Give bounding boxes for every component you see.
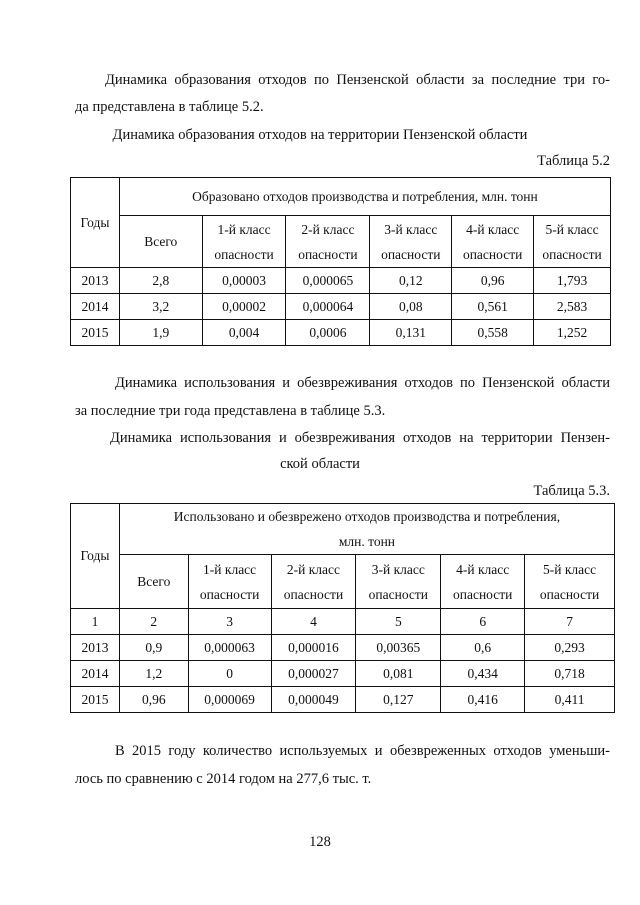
table-2-class-4-header: 4-й класс опасности [441, 555, 525, 609]
table-cell: 5 [356, 609, 441, 635]
table-cell: 0,000027 [271, 661, 356, 687]
table-cell: 0,558 [452, 320, 534, 346]
table-2-label: Таблица 5.3. [533, 483, 610, 499]
table-1 [70, 177, 611, 346]
table-cell: 0,6 [441, 635, 525, 661]
table-cell: 3,2 [119, 294, 202, 320]
table-cell: 2,8 [119, 268, 202, 294]
table-1-class-2-header: 2-й класс опасности [286, 216, 370, 268]
table-cell: 0,293 [525, 635, 615, 661]
table-cell: 0,000064 [286, 294, 370, 320]
table-cell: 0,12 [370, 268, 452, 294]
table-row [71, 687, 615, 713]
table-cell: 0,08 [370, 294, 452, 320]
table-cell: 3 [188, 609, 271, 635]
table-2-class-2-header: 2-й класс опасности [271, 555, 356, 609]
table-cell: 7 [525, 609, 615, 635]
table-1-class-1-header: 1-й класс опасности [202, 216, 286, 268]
table-cell: 0,000016 [271, 635, 356, 661]
table-1-total-header: Всего [119, 216, 202, 268]
table-cell: 1,2 [119, 661, 188, 687]
table-1-years-header: Годы [71, 178, 120, 268]
table-cell: 0,96 [119, 687, 188, 713]
page-number: 128 [309, 834, 331, 850]
table-row [71, 635, 615, 661]
table-cell: 2015 [71, 687, 120, 713]
table-2-class-1-header: 1-й класс опасности [188, 555, 271, 609]
table-2-class-5-header: 5-й класс опасности [525, 555, 615, 609]
table-cell: 0,00003 [202, 268, 286, 294]
table-cell: 2 [119, 609, 188, 635]
paragraph-1-line-2: да представлена в таблице 5.2. [75, 99, 264, 115]
table-cell: 0,96 [452, 268, 534, 294]
table-cell: 0,004 [202, 320, 286, 346]
table-cell: 0,000065 [286, 268, 370, 294]
table-cell: 2,583 [534, 294, 611, 320]
table-cell: 0,9 [119, 635, 188, 661]
table-cell: 2013 [71, 635, 120, 661]
table-2-years-header: Годы [71, 504, 120, 609]
table-cell: 2013 [71, 268, 120, 294]
table-2-total-header: Всего [119, 555, 188, 609]
table-row [71, 294, 611, 320]
table-cell: 2014 [71, 661, 120, 687]
table-cell: 0,127 [356, 687, 441, 713]
paragraph-1-line-1: Динамика образования отходов по Пензенской области за последние три го- [105, 72, 610, 88]
table-1-group-header: Образовано отходов производства и потребления, млн. тонн [119, 178, 610, 216]
table-cell: 0,434 [441, 661, 525, 687]
table-2-class-3-header: 3-й класс опасности [356, 555, 441, 609]
table-cell: 0,081 [356, 661, 441, 687]
table-cell: 0,718 [525, 661, 615, 687]
table-cell: 0,000049 [271, 687, 356, 713]
paragraph-2-line-1: Динамика использования и обезвреживания отходов по Пензенской области [115, 375, 610, 391]
table-2 [70, 503, 615, 713]
table-cell: 0,00002 [202, 294, 286, 320]
table-cell: 0,131 [370, 320, 452, 346]
table-2-group-header: Использовано и обезврежено отходов производства и потребления, млн. тонн [119, 504, 614, 555]
table-row [71, 320, 611, 346]
table-row [71, 661, 615, 687]
table-1-label: Таблица 5.2 [537, 153, 610, 169]
table-cell: 2015 [71, 320, 120, 346]
paragraph-2-line-2: за последние три года представлена в таблице 5.3. [75, 403, 386, 419]
table-number-row [71, 609, 615, 635]
paragraph-3-line-2: лось по сравнению с 2014 годом на 277,6 тыс. т. [75, 771, 372, 787]
table-cell: 0,000069 [188, 687, 271, 713]
table-cell: 0,416 [441, 687, 525, 713]
table-cell: 0,411 [525, 687, 615, 713]
table-2-title-line-2: ской области [280, 456, 360, 472]
table-cell: 0,000063 [188, 635, 271, 661]
table-cell: 0,561 [452, 294, 534, 320]
table-cell: 1,793 [534, 268, 611, 294]
table-cell: 1 [71, 609, 120, 635]
table-cell: 1,9 [119, 320, 202, 346]
table-1-title: Динамика образования отходов на территории Пензенской области [112, 127, 528, 143]
table-1-class-3-header: 3-й класс опасности [370, 216, 452, 268]
table-1-class-5-header: 5-й класс опасности [534, 216, 611, 268]
table-1-class-4-header: 4-й класс опасности [452, 216, 534, 268]
table-cell: 2014 [71, 294, 120, 320]
table-cell: 4 [271, 609, 356, 635]
table-cell: 0,0006 [286, 320, 370, 346]
table-2-title-line-1: Динамика использования и обезвреживания отходов на территории Пензен- [110, 430, 610, 446]
paragraph-3-line-1: В 2015 году количество используемых и обезвреженных отходов уменьши- [115, 743, 610, 759]
table-cell: 0 [188, 661, 271, 687]
table-row [71, 268, 611, 294]
table-cell: 1,252 [534, 320, 611, 346]
table-cell: 6 [441, 609, 525, 635]
table-cell: 0,00365 [356, 635, 441, 661]
